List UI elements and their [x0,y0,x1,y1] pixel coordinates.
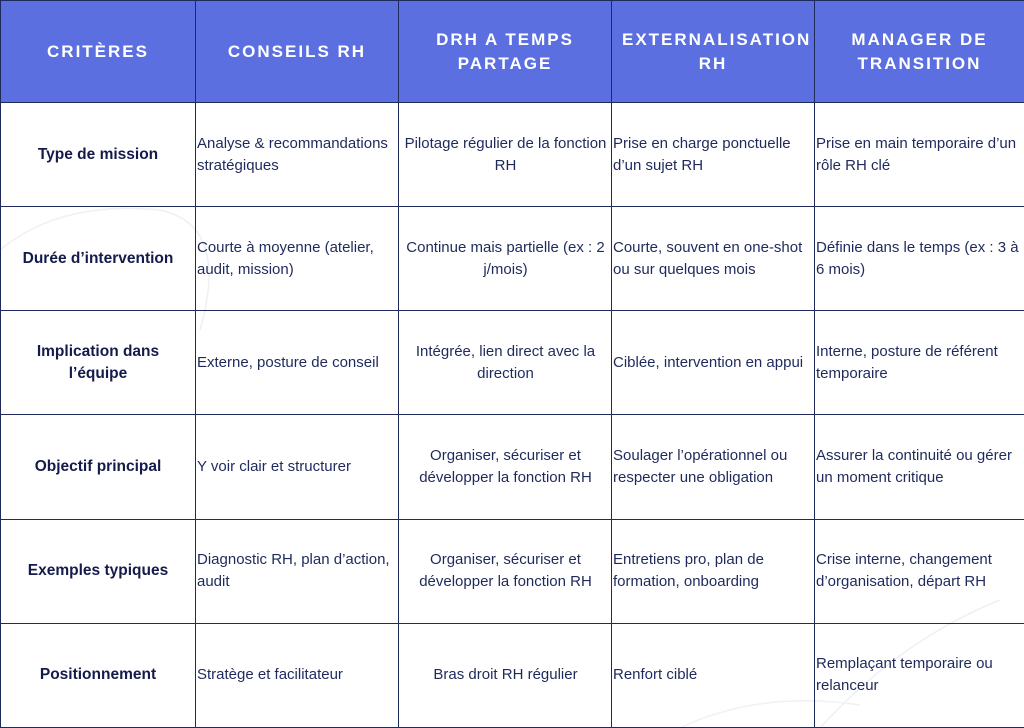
manager-cell: Crise interne, changement d’organisation, départ RH [815,519,1024,623]
externalisation-cell: Renfort ciblé [612,623,815,727]
conseils-cell: Analyse & recommandations stratégiques [196,103,399,207]
criterion-cell: Implication dans l’équipe [1,311,196,415]
manager-cell: Prise en main temporaire d’un rôle RH clé [815,103,1024,207]
manager-cell: Assurer la continuité ou gérer un moment critique [815,415,1024,519]
table-row [1,519,1024,623]
manager-cell: Remplaçant temporaire ou relanceur [815,623,1024,727]
drh-cell: Bras droit RH régulier [399,623,612,727]
conseils-cell: Externe, posture de conseil [196,311,399,415]
drh-cell: Organiser, sécuriser et développer la fonction RH [399,415,612,519]
header-drh-temps-partage: DRH A TEMPS PARTAGE [399,1,612,103]
drh-cell: Intégrée, lien direct avec la direction [399,311,612,415]
externalisation-cell: Prise en charge ponctuelle d’un sujet RH [612,103,815,207]
drh-cell: Pilotage régulier de la fonction RH [399,103,612,207]
manager-cell: Interne, posture de référent temporaire [815,311,1024,415]
table-row [1,623,1024,727]
criterion-cell: Exemples typiques [1,519,196,623]
conseils-cell: Y voir clair et structurer [196,415,399,519]
header-conseils-rh: CONSEILS RH [196,1,399,103]
header-externalisation-rh: EXTERNALISATION RH [612,1,815,103]
criterion-cell: Durée d’intervention [1,207,196,311]
externalisation-cell: Ciblée, intervention en appui [612,311,815,415]
header-manager-transition: MANAGER DE TRANSITION [815,1,1024,103]
table-row [1,415,1024,519]
header-row [1,1,1024,103]
externalisation-cell: Soulager l’opérationnel ou respecter une obligation [612,415,815,519]
drh-cell: Organiser, sécuriser et développer la fonction RH [399,519,612,623]
header-criteres: CRITÈRES [1,1,196,103]
table-row [1,207,1024,311]
externalisation-cell: Courte, souvent en one-shot ou sur quelques mois [612,207,815,311]
conseils-cell: Diagnostic RH, plan d’action, audit [196,519,399,623]
table-row [1,103,1024,207]
criterion-cell: Positionnement [1,623,196,727]
externalisation-cell: Entretiens pro, plan de formation, onboarding [612,519,815,623]
table-row [1,311,1024,415]
criterion-cell: Objectif principal [1,415,196,519]
conseils-cell: Stratège et facilitateur [196,623,399,727]
drh-cell: Continue mais partielle (ex : 2 j/mois) [399,207,612,311]
manager-cell: Définie dans le temps (ex : 3 à 6 mois) [815,207,1024,311]
conseils-cell: Courte à moyenne (atelier, audit, mission) [196,207,399,311]
criterion-cell: Type de mission [1,103,196,207]
